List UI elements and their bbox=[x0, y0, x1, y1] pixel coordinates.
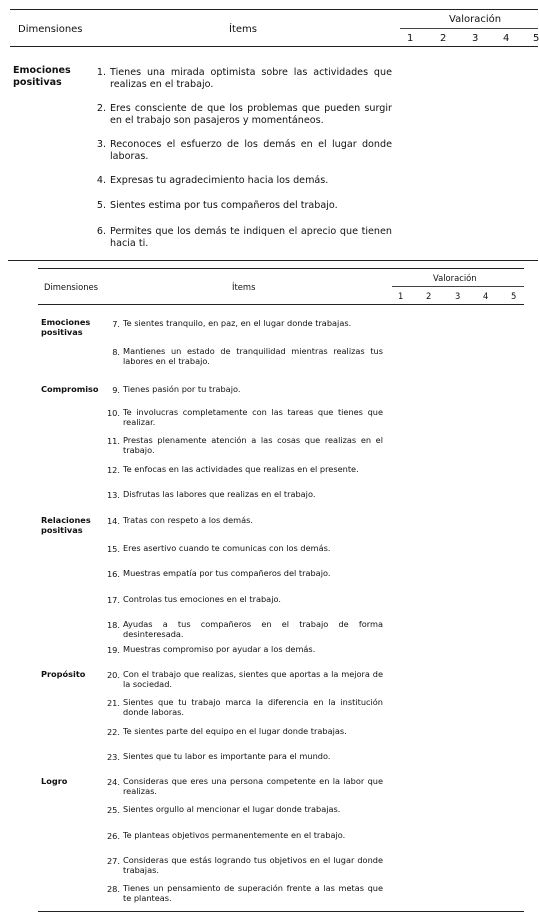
item-number: 3. bbox=[96, 139, 106, 150]
item-text: Tienes una mirada optimista sobre las actividades que realizas en el trabajo. bbox=[110, 67, 392, 90]
item-text: Mantienes un estado de tranquilidad mientras realizas tus labores en el trabajo. bbox=[123, 346, 383, 366]
item-number: 1. bbox=[96, 67, 106, 78]
item-text: Consideras que eres una persona competente en la labor que realizas. bbox=[123, 776, 383, 796]
item-number: 12. bbox=[106, 465, 120, 475]
item-number: 14. bbox=[106, 516, 120, 526]
scale-5: 5 bbox=[533, 33, 539, 44]
dimension-label: Logro bbox=[41, 776, 68, 786]
item-text: Muestras empatía por tus compañeros del trabajo. bbox=[123, 568, 331, 578]
item-number: 26. bbox=[106, 831, 120, 841]
item-number: 24. bbox=[106, 777, 120, 787]
item-number: 2. bbox=[96, 103, 106, 114]
header-items: Ítems bbox=[229, 24, 257, 35]
item-number: 27. bbox=[106, 856, 120, 866]
item-text: Te sientes tranquilo, en paz, en el lugar donde trabajas. bbox=[123, 318, 352, 328]
table-1 bbox=[0, 0, 538, 260]
header-dimensiones: Dimensiones bbox=[44, 282, 99, 292]
item-number: 5. bbox=[96, 200, 106, 211]
item-text: Te enfocas en las actividades que realizas en el presente. bbox=[123, 464, 359, 474]
header-bottom-rule bbox=[38, 304, 524, 305]
top-rule bbox=[38, 268, 524, 269]
table-2 bbox=[0, 260, 538, 924]
dimension-label: Relaciones positivas bbox=[41, 515, 91, 535]
item-text: Ayudas a tus compañeros en el trabajo de forma desinteresada. bbox=[123, 619, 383, 639]
item-text: Muestras compromiso por ayudar a los demás. bbox=[123, 644, 316, 654]
item-number: 9. bbox=[112, 385, 120, 395]
scale-1: 1 bbox=[407, 33, 414, 44]
scale-1: 1 bbox=[398, 291, 404, 301]
scale-5: 5 bbox=[511, 291, 517, 301]
valoracion-rule bbox=[400, 28, 538, 29]
item-number: 7. bbox=[112, 319, 120, 329]
scale-3: 3 bbox=[455, 291, 461, 301]
item-number: 28. bbox=[106, 884, 120, 894]
scale-2: 2 bbox=[440, 33, 447, 44]
scale-4: 4 bbox=[483, 291, 489, 301]
valoracion-rule bbox=[392, 286, 524, 287]
block-divider bbox=[8, 260, 538, 261]
item-text: Disfrutas las labores que realizas en el trabajo. bbox=[123, 489, 316, 499]
item-text: Tienes pasión por tu trabajo. bbox=[123, 384, 241, 394]
item-number: 22. bbox=[106, 727, 120, 737]
item-number: 10. bbox=[106, 408, 120, 418]
item-text: Sientes estima por tus compañeros del trabajo. bbox=[110, 200, 338, 211]
header-bottom-rule bbox=[10, 46, 538, 47]
item-number: 16. bbox=[106, 569, 120, 579]
header-valoracion: Valoración bbox=[433, 273, 477, 283]
item-text: Te sientes parte del equipo en el lugar donde trabajas. bbox=[123, 726, 347, 736]
dimension-label: Emociones positivas bbox=[41, 317, 91, 337]
item-number: 18. bbox=[106, 620, 120, 630]
item-text: Te involucras completamente con las tareas que tienes que realizar. bbox=[123, 407, 383, 427]
item-text: Eres consciente de que los problemas que pueden surgir en el trabajo son pasajeros y momentáneos. bbox=[110, 103, 392, 126]
item-text: Consideras que estás logrando tus objetivos en el lugar donde trabajas. bbox=[123, 855, 383, 875]
item-number: 21. bbox=[106, 698, 120, 708]
item-text: Tratas con respeto a los demás. bbox=[123, 515, 253, 525]
item-text: Tienes un pensamiento de superación frente a las metas que te planteas. bbox=[123, 883, 383, 903]
item-number: 15. bbox=[106, 544, 120, 554]
item-text: Sientes orgullo al mencionar el lugar donde trabajas. bbox=[123, 804, 341, 814]
bottom-rule bbox=[38, 911, 524, 912]
item-number: 25. bbox=[106, 805, 120, 815]
header-valoracion: Valoración bbox=[449, 14, 502, 25]
item-number: 20. bbox=[106, 670, 120, 680]
scale-4: 4 bbox=[503, 33, 510, 44]
dimension-label: Propósito bbox=[41, 669, 86, 679]
header-items: Ítems bbox=[232, 282, 256, 292]
top-rule bbox=[10, 9, 538, 10]
item-text: Te planteas objetivos permanentemente en el trabajo. bbox=[123, 830, 346, 840]
dimension-label: Compromiso bbox=[41, 384, 99, 394]
item-number: 23. bbox=[106, 752, 120, 762]
item-text: Con el trabajo que realizas, sientes que aportas a la mejora de la sociedad. bbox=[123, 669, 383, 689]
item-text: Sientes que tu labor es importante para el mundo. bbox=[123, 751, 331, 761]
scale-3: 3 bbox=[472, 33, 479, 44]
item-number: 6. bbox=[96, 226, 106, 237]
item-number: 17. bbox=[106, 595, 120, 605]
item-text: Reconoces el esfuerzo de los demás en el lugar donde laboras. bbox=[110, 139, 392, 162]
header-dimensiones: Dimensiones bbox=[18, 24, 83, 35]
item-text: Expresas tu agradecimiento hacia los demás. bbox=[110, 175, 329, 186]
dimension-label: Emociones positivas bbox=[13, 65, 71, 88]
item-number: 8. bbox=[112, 347, 120, 357]
item-number: 13. bbox=[106, 490, 120, 500]
item-number: 19. bbox=[106, 645, 120, 655]
item-text: Prestas plenamente atención a las cosas que realizas en el trabajo. bbox=[123, 435, 383, 455]
item-text: Eres asertivo cuando te comunicas con los demás. bbox=[123, 543, 331, 553]
item-text: Controlas tus emociones en el trabajo. bbox=[123, 594, 281, 604]
item-text: Sientes que tu trabajo marca la diferencia en la institución donde laboras. bbox=[123, 697, 383, 717]
scale-2: 2 bbox=[426, 291, 432, 301]
item-text: Permites que los demás te indiquen el aprecio que tienen hacia ti. bbox=[110, 226, 392, 249]
item-number: 4. bbox=[96, 175, 106, 186]
item-number: 11. bbox=[106, 436, 120, 446]
